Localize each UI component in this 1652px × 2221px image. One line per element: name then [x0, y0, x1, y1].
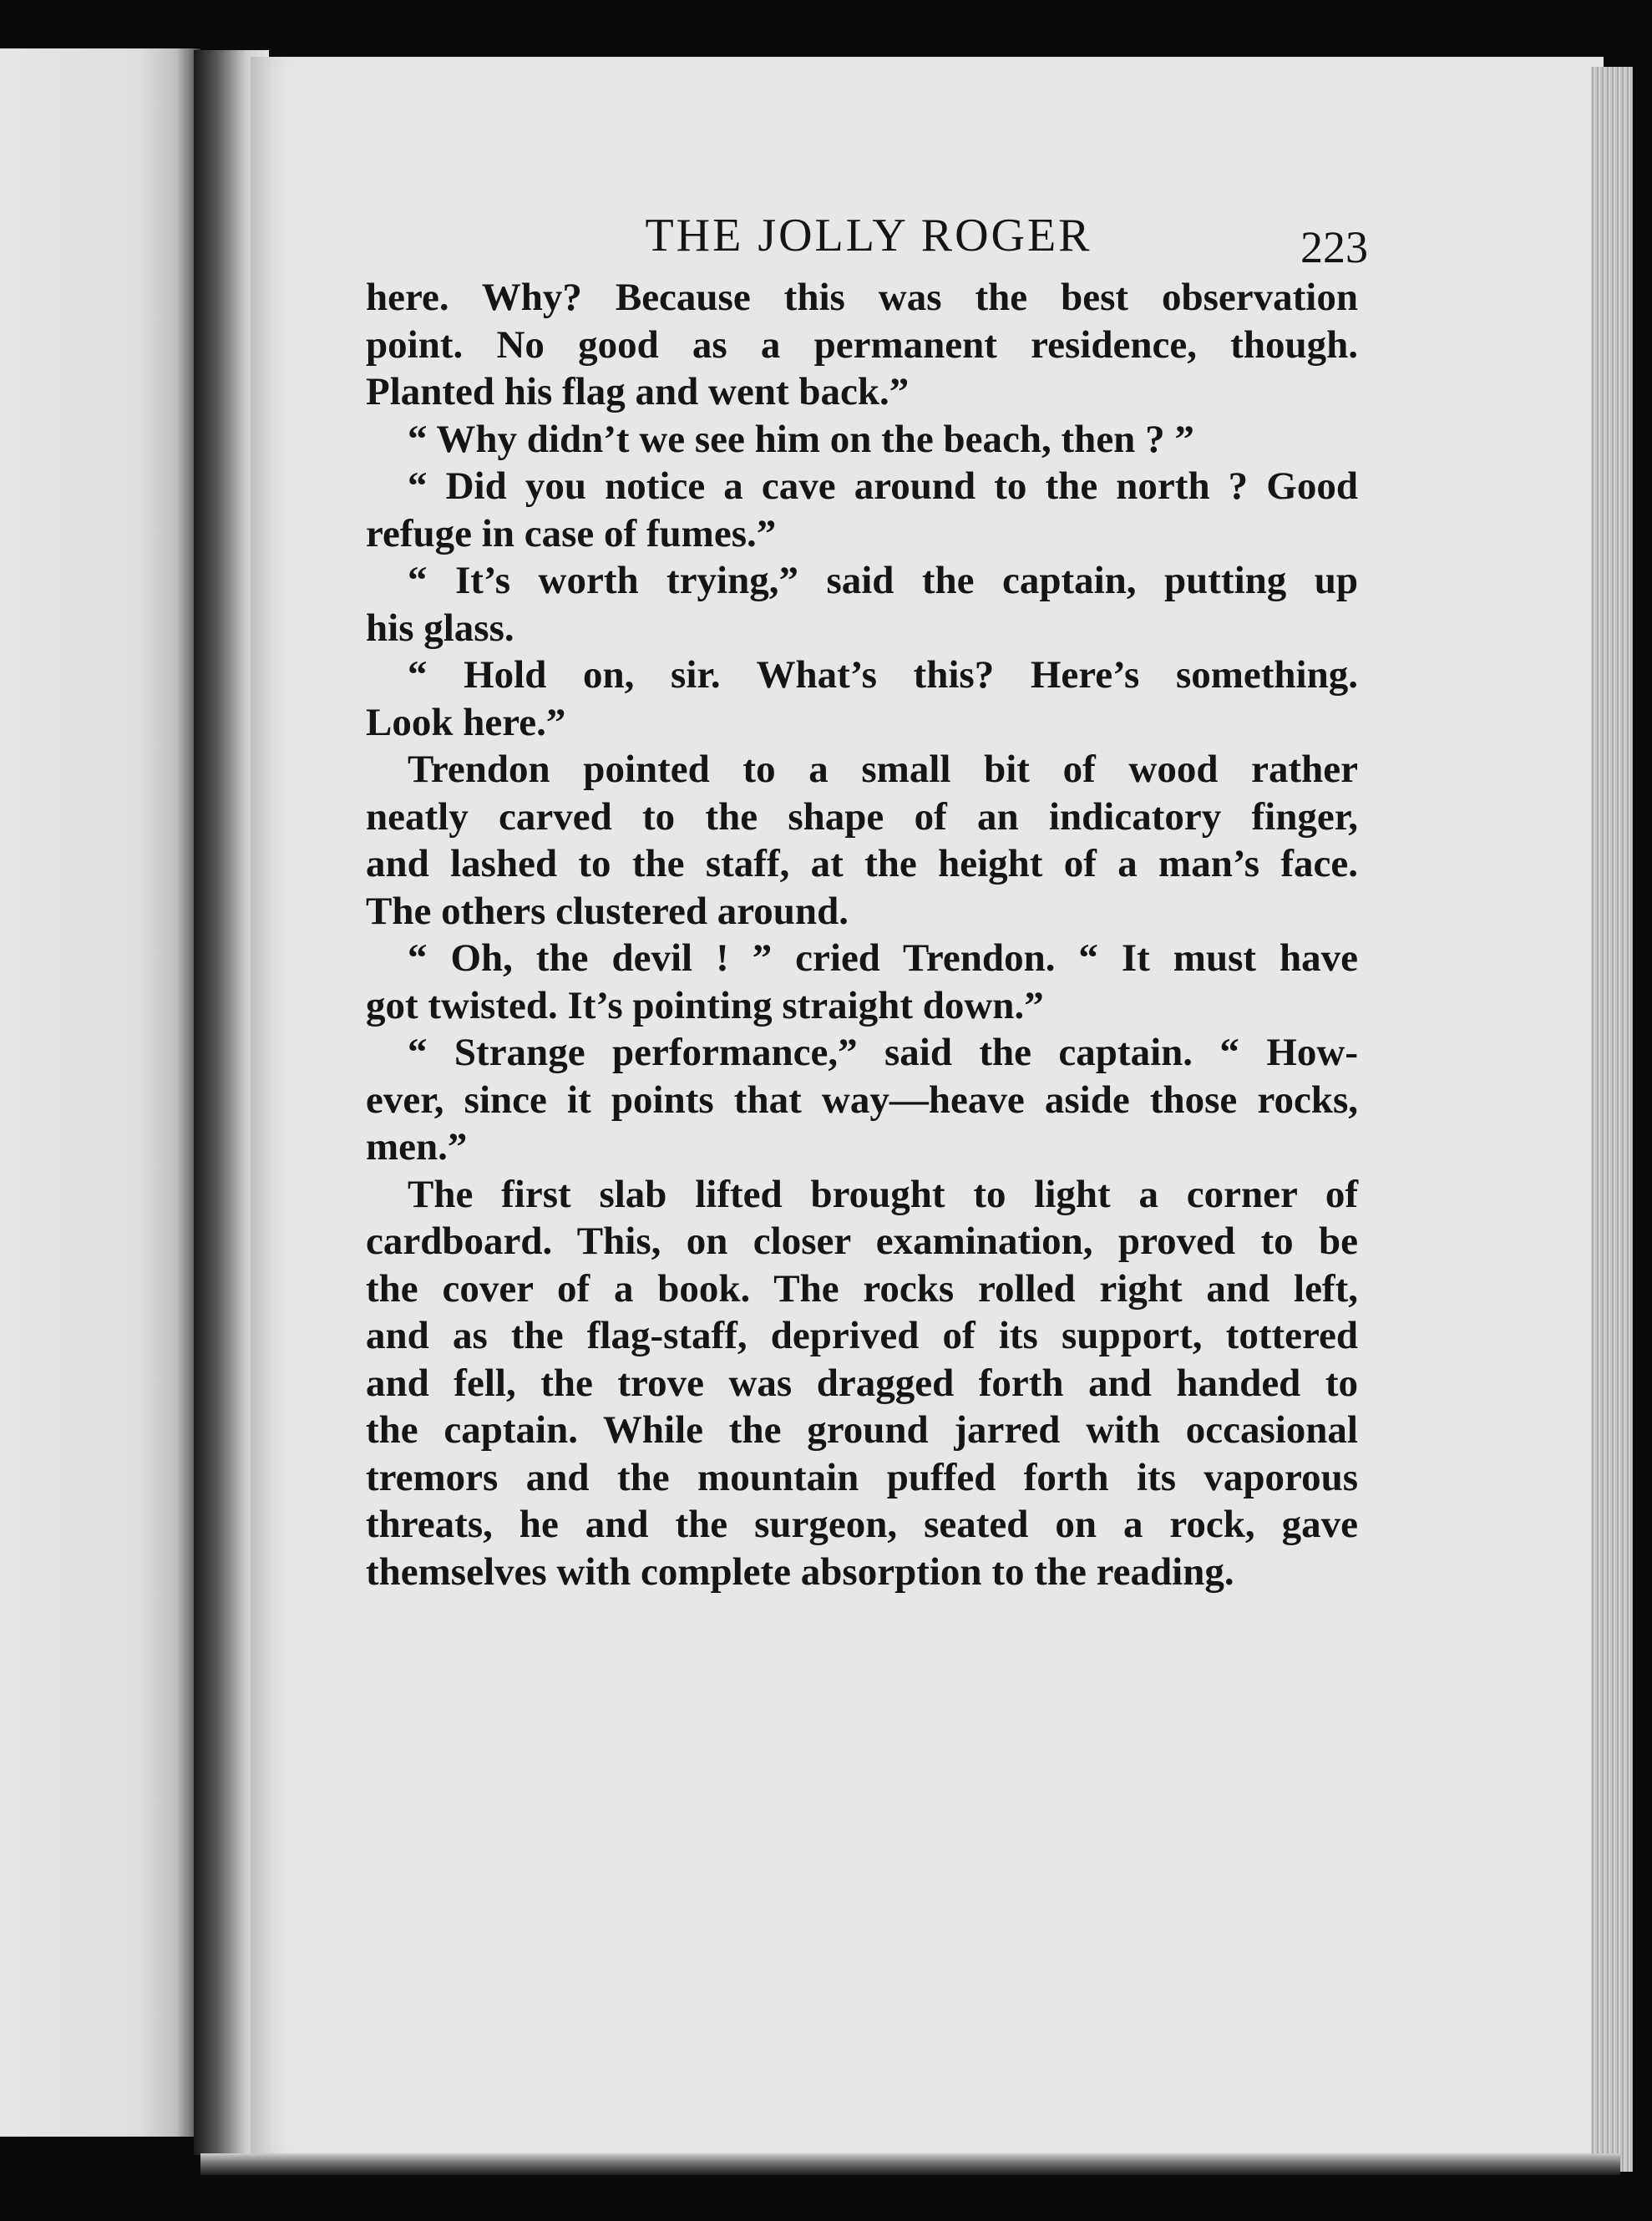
text-line: “ Hold on, sir. What’s this? Here’s something.	[408, 653, 1358, 697]
text-line: men.”	[366, 1125, 468, 1169]
text-line: got twisted. It’s pointing straight down.”	[366, 983, 1044, 1027]
page-bottom-edge	[200, 2153, 1620, 2175]
text-line: The first slab lifted brought to light a corner of	[408, 1172, 1358, 1216]
text-line: “ Did you notice a cave around to the north ? Good	[408, 464, 1358, 508]
body-text	[366, 274, 1358, 1595]
running-head: THE JOLLY ROGER	[645, 210, 1092, 261]
text-line: refuge in case of fumes.”	[366, 511, 777, 555]
text-line: the captain. While the ground jarred with occasional	[366, 1408, 1358, 1452]
text-line: his glass.	[366, 606, 514, 650]
text-line: ever, since it points that way—heave aside those rocks,	[366, 1078, 1358, 1122]
text-line: “ Oh, the devil ! ” cried Trendon. “ It must have	[408, 936, 1358, 980]
text-line: Planted his flag and went back.”	[366, 370, 910, 413]
text-line: Trendon pointed to a small bit of wood rather	[408, 748, 1358, 791]
facing-page	[0, 48, 200, 2137]
text-line: threats, he and the surgeon, seated on a rock, gave	[366, 1503, 1358, 1546]
text-line: and lashed to the staff, at the height of a man’s face.	[366, 842, 1358, 885]
text-line: “ It’s worth trying,” said the captain, putting up	[408, 559, 1358, 602]
text-line: cardboard. This, on closer examination, proved to be	[366, 1220, 1358, 1263]
text-line: Look here.”	[366, 700, 566, 744]
text-line: themselves with complete absorption to the reading.	[366, 1549, 1234, 1594]
text-line: “ Strange performance,” said the captain. “ How-	[408, 1031, 1358, 1074]
text-line: the cover of a book. The rocks rolled right and left,	[366, 1266, 1358, 1311]
text-line: and fell, the trove was dragged forth and handed to	[366, 1361, 1358, 1405]
text-line: neatly carved to the shape of an indicatory finger,	[366, 794, 1358, 839]
text-line: The others clustered around.	[366, 889, 849, 933]
page-number: 223	[1300, 222, 1368, 272]
text-line: here. Why? Because this was the best observation	[366, 276, 1358, 319]
text-line: point. No good as a permanent residence, though.	[366, 322, 1358, 367]
text-line: tremors and the mountain puffed forth its vaporous	[366, 1455, 1358, 1499]
text-line: “ Why didn’t we see him on the beach, then ? ”	[408, 417, 1194, 461]
page-fore-edge	[1591, 67, 1633, 2172]
text-line: and as the flag-staff, deprived of its support, tottered	[366, 1314, 1358, 1357]
